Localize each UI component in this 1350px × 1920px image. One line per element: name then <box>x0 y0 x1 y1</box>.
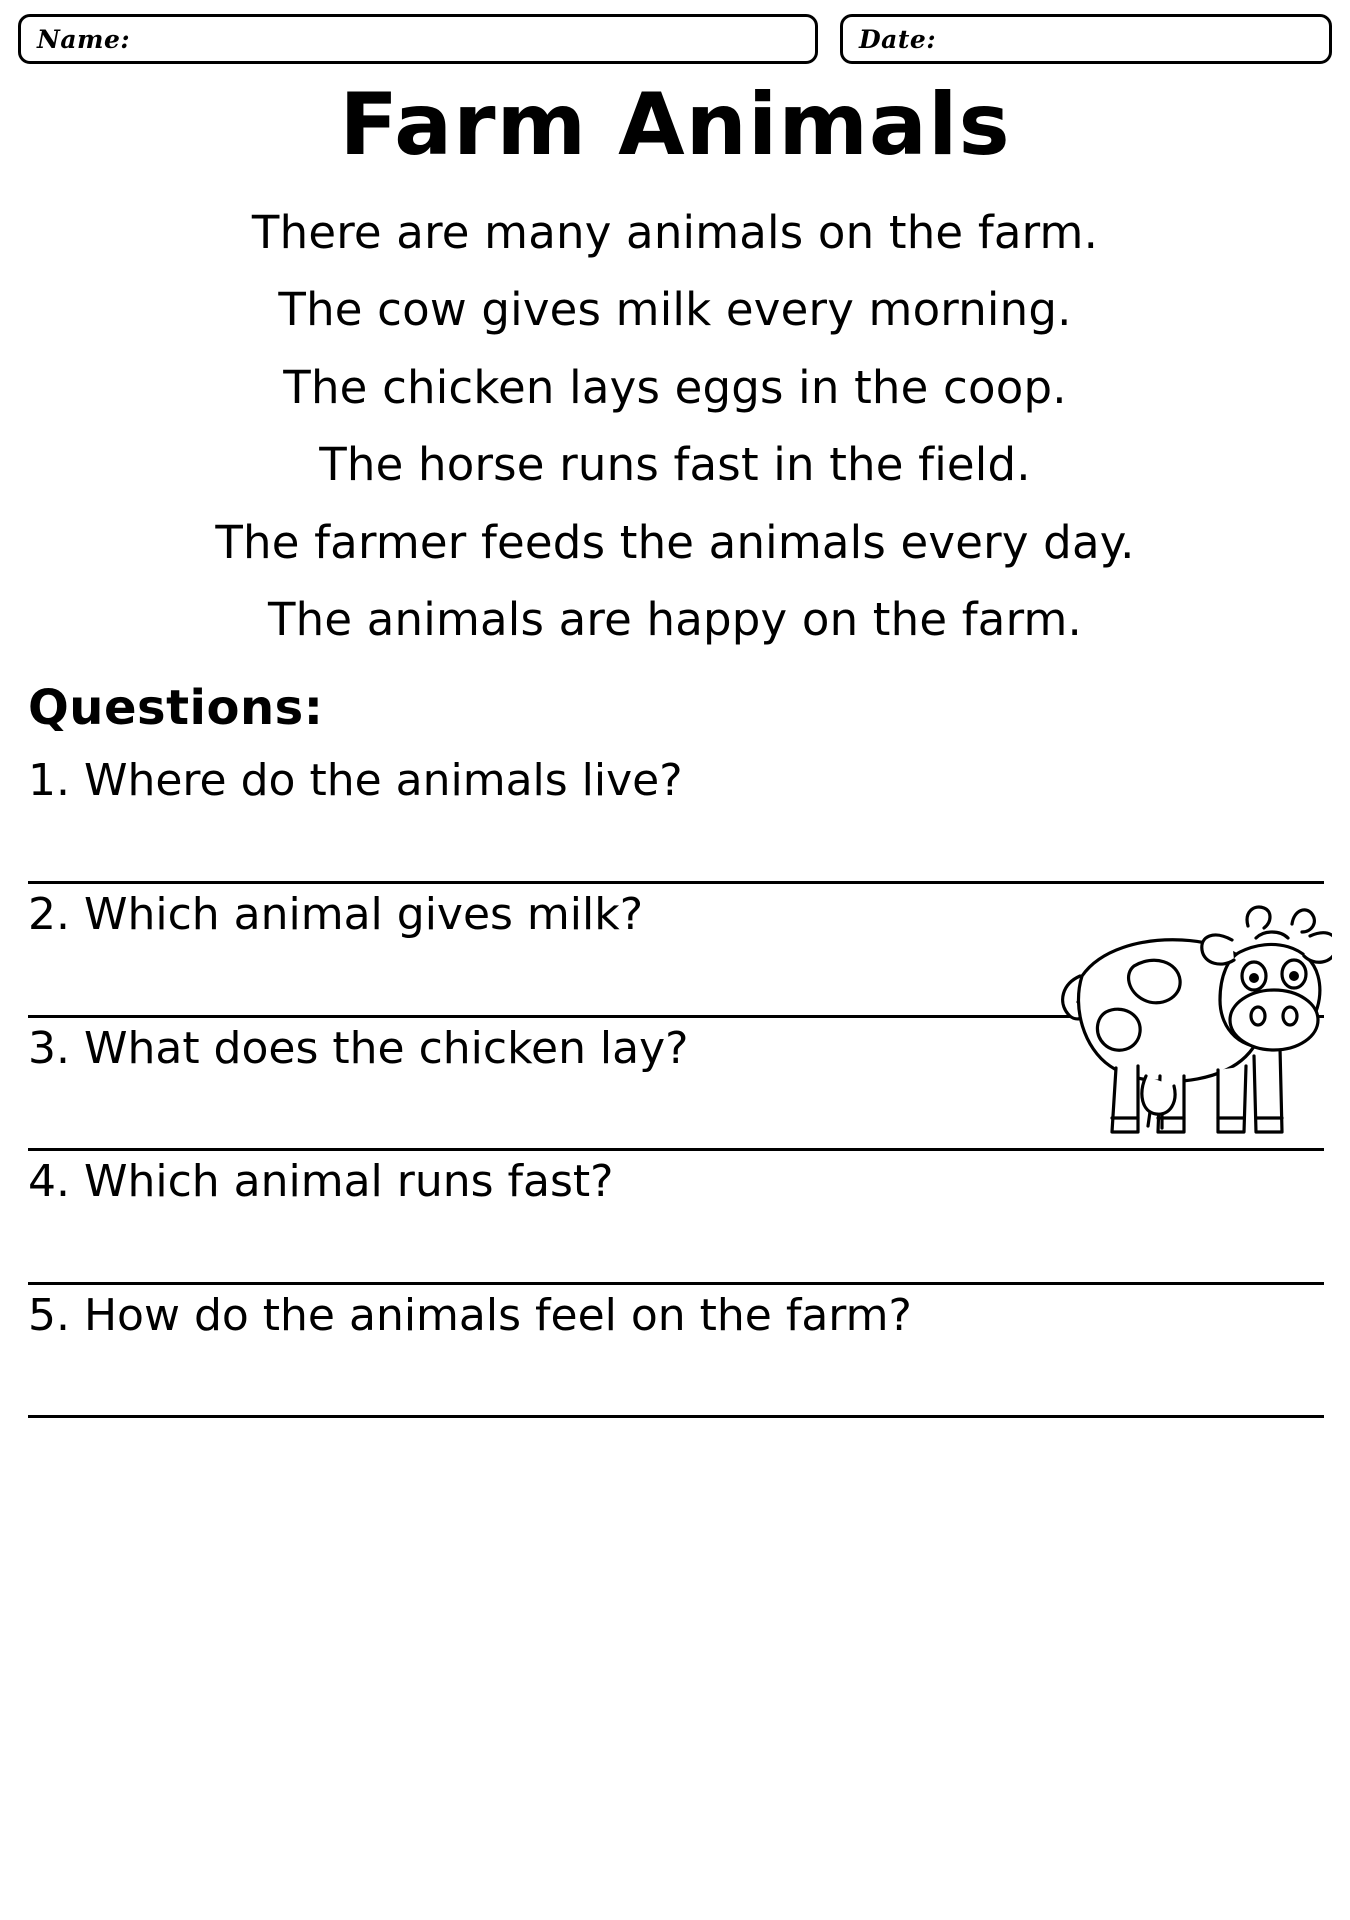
answer-line[interactable] <box>28 807 1324 884</box>
question-item: 1. Where do the animals live? <box>28 755 683 807</box>
date-field[interactable] <box>840 14 1332 64</box>
answer-line[interactable] <box>28 1074 1324 1151</box>
passage-line: The animals are happy on the farm. <box>267 592 1083 646</box>
name-label: Name: <box>37 24 131 54</box>
answer-line[interactable] <box>28 1341 1324 1418</box>
answer-line[interactable] <box>28 941 1324 1018</box>
question-item: 2. Which animal gives milk? <box>28 888 644 940</box>
passage-line: The chicken lays eggs in the coop. <box>283 360 1067 414</box>
header-row <box>18 14 1332 64</box>
date-label: Date: <box>859 24 937 54</box>
passage-line: The horse runs fast in the field. <box>319 438 1031 492</box>
question-list <box>18 750 1332 1418</box>
question-item: 5. How do the animals feel on the farm? <box>28 1289 912 1341</box>
passage-line: There are many animals on the farm. <box>251 206 1099 259</box>
passage-line: The cow gives milk every morning. <box>278 283 1072 337</box>
question-item: 4. Which animal runs fast? <box>28 1156 614 1208</box>
answer-line[interactable] <box>28 1208 1324 1285</box>
reading-passage <box>18 194 1332 658</box>
name-field[interactable] <box>18 14 818 64</box>
passage-line: The farmer feeds the animals every day. <box>215 515 1135 569</box>
page-title: Farm Animals <box>339 75 1011 175</box>
question-item: 3. What does the chicken lay? <box>28 1022 689 1074</box>
questions-heading: Questions: <box>28 680 324 737</box>
